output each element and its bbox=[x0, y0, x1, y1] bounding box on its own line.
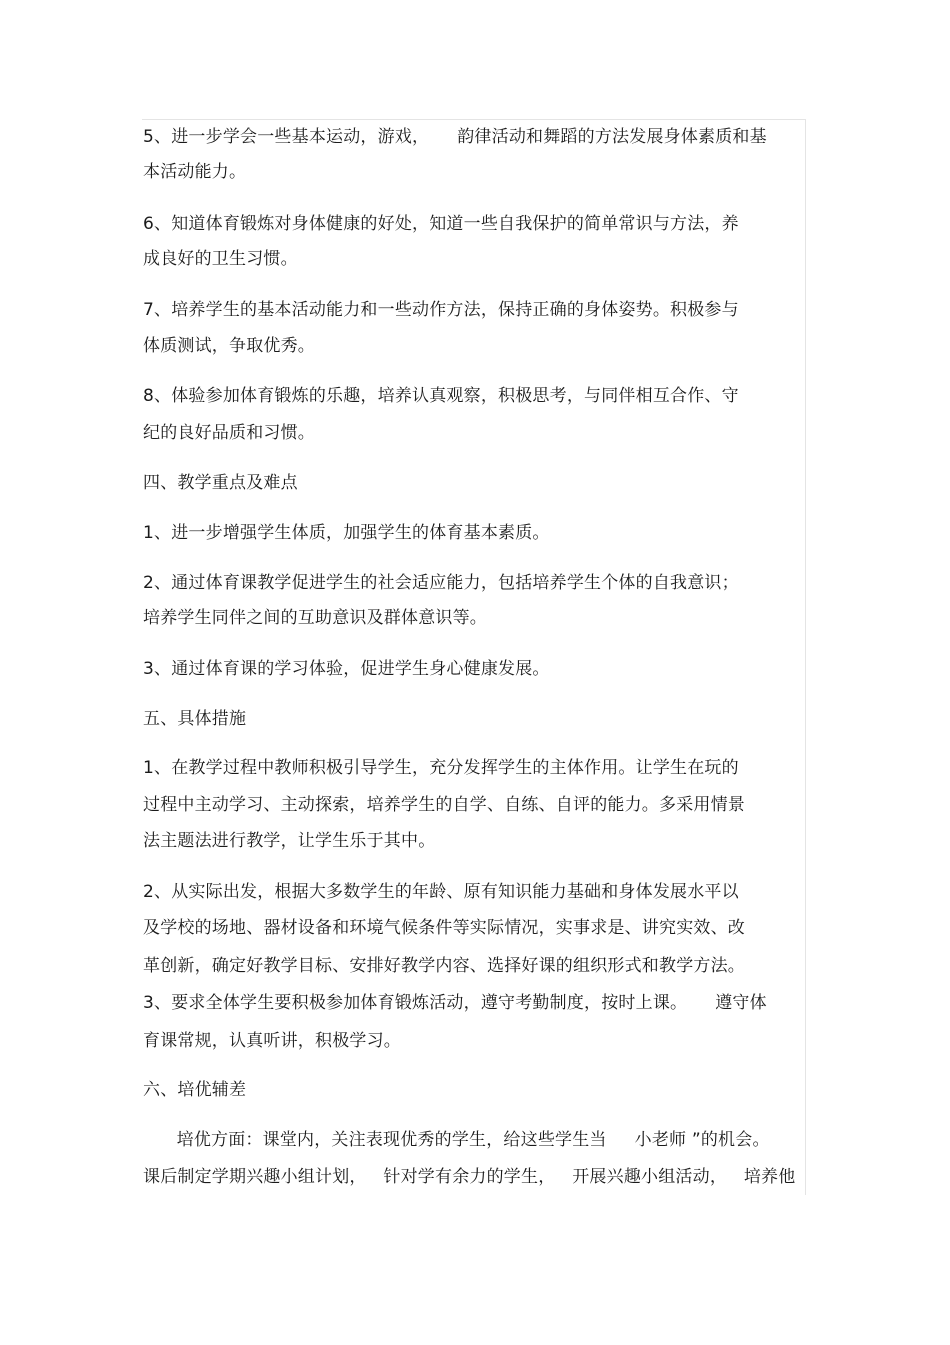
section-heading: 六、培优辅差 bbox=[143, 1080, 247, 1100]
text-line: 3、通过体育课的学习体验，促进学生身心健康发展。 bbox=[143, 659, 550, 679]
text-line: 本活动能力。 bbox=[143, 162, 247, 182]
text-line: 2、通过体育课教学促进学生的社会适应能力，包括培养学生个体的自我意识； bbox=[143, 573, 739, 593]
text-line: 培优方面：课堂内，关注表现优秀的学生，给这些学生当 小老师 ”的机会。 bbox=[143, 1130, 770, 1150]
text-line: 2、从实际出发，根据大多数学生的年龄、原有知识能力基础和身体发展水平以 bbox=[143, 882, 739, 902]
text-line: 8、体验参加体育锻炼的乐趣，培养认真观察，积极思考，与同伴相互合作、守 bbox=[143, 386, 739, 406]
text-line: 革创新，确定好教学目标、安排好教学内容、选择好课的组织形式和教学方法。 bbox=[143, 956, 745, 976]
text-line: 1、进一步增强学生体质，加强学生的体育基本素质。 bbox=[143, 523, 550, 543]
text-line: 3、要求全体学生要积极参加体育锻炼活动，遵守考勤制度，按时上课。 遵守体 bbox=[143, 993, 767, 1013]
text-line: 过程中主动学习、主动探索，培养学生的自学、自练、自评的能力。多采用情景 bbox=[143, 795, 745, 815]
text-line: 体质测试，争取优秀。 bbox=[143, 336, 315, 356]
text-line: 6、知道体育锻炼对身体健康的好处，知道一些自我保护的简单常识与方法，养 bbox=[143, 214, 739, 234]
text-line: 成良好的卫生习惯。 bbox=[143, 249, 298, 269]
section-heading: 四、教学重点及难点 bbox=[143, 473, 298, 493]
text-line: 法主题法进行教学，让学生乐于其中。 bbox=[143, 831, 436, 851]
text-line: 5、进一步学会一些基本运动，游戏， 韵律活动和舞蹈的方法发展身体素质和基 bbox=[143, 127, 767, 147]
text-line: 纪的良好品质和习惯。 bbox=[143, 423, 315, 443]
text-line: 1、在教学过程中教师积极引导学生，充分发挥学生的主体作用。让学生在玩的 bbox=[143, 758, 739, 778]
text-line: 育课常规，认真听讲，积极学习。 bbox=[143, 1031, 401, 1051]
text-line: 培养学生同伴之间的互助意识及群体意识等。 bbox=[143, 608, 487, 628]
text-line: 及学校的场地、器材设备和环境气候条件等实际情况，实事求是、讲究实效、改 bbox=[143, 918, 745, 938]
text-line: 7、培养学生的基本活动能力和一些动作方法，保持正确的身体姿势。积极参与 bbox=[143, 300, 739, 320]
section-heading: 五、具体措施 bbox=[143, 709, 247, 729]
text-line: 课后制定学期兴趣小组计划， 针对学有余力的学生， 开展兴趣小组活动， 培养他 bbox=[143, 1167, 796, 1187]
